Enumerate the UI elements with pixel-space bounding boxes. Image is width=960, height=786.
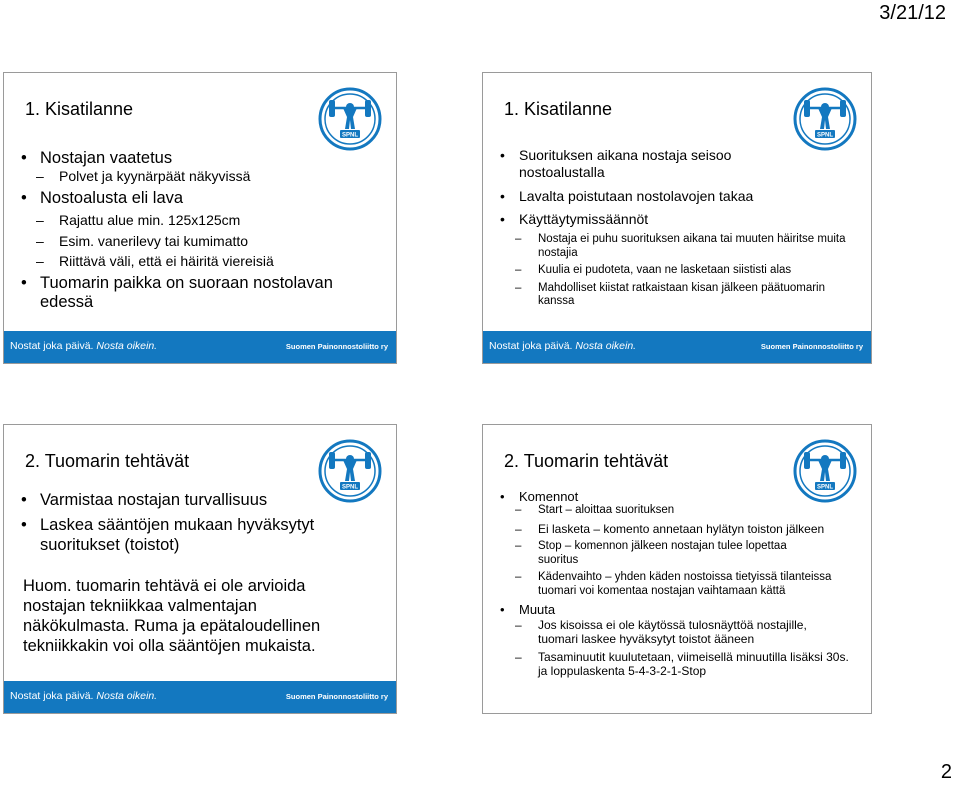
sub-bullet: – Mahdolliset kiistat ratkaistaan kisan jälkeen päätuomarin kanssa <box>515 281 826 308</box>
page-date: 3/21/12 <box>879 2 946 24</box>
bullet: • Käyttäytymissäännöt <box>500 210 649 227</box>
bullet: • Varmistaa nostajan turvallisuus <box>21 491 268 509</box>
slide-footer <box>483 331 871 363</box>
bullet: • Lavalta poistutaan nostolavojen takaa <box>500 188 754 205</box>
slide-3 <box>3 424 397 714</box>
slide-footer <box>4 331 396 363</box>
command-kadenvaihto: – Kädenvaihto – yhden käden nostoissa tietyissä tilanteissa tuomari voi komentaa nostajan vaihtamaan kättä <box>515 571 832 597</box>
sub-bullet: – Kuulia ei pudoteta, vaan ne lasketaan siististi alas <box>515 264 792 277</box>
command-stop: – Stop – komennon jälkeen nostajan tulee lopettaa suoritus <box>515 540 787 566</box>
sub-bullet: – Jos kisoissa ei ole käytössä tulosnäyttöä nostajille, tuomari laskee hyväksytyt toistot ääneen <box>515 617 807 646</box>
weightlifter-logo-icon <box>793 87 857 151</box>
command-start: – Start – aloittaa suorituksen <box>515 504 675 517</box>
sub-bullet: – Esim. vanerilevy tai kumimatto <box>36 232 249 249</box>
sub-bullet: – Polvet ja kyynärpäät näkyvissä <box>36 168 251 185</box>
note-paragraph: Huom. tuomarin tehtävä ei ole arvioida nostajan tekniikkaa valmentajan näkökulmasta. Ruma ja epätaloudellinen tekniikkakin voi olla sääntöjen mukaista. <box>23 577 321 655</box>
sub-bullet: – Riittävä väli, että ei häiritä viereisiä <box>36 253 274 270</box>
footer-slogan: Nostat joka päivä. Nosta oikein. <box>10 340 158 352</box>
slide-4 <box>482 424 872 714</box>
footer-slogan: Nostat joka päivä. Nosta oikein. <box>489 340 637 352</box>
bullet: • Nostajan vaatetus <box>21 149 173 167</box>
bullet: • Tuomarin paikka on suoraan nostolavan edessä <box>21 274 333 312</box>
slide-title: 1. Kisatilanne <box>504 99 613 119</box>
slide-title: 2. Tuomarin tehtävät <box>504 451 669 471</box>
logo-text: SPNL <box>816 484 834 491</box>
bullet: • Muuta <box>500 602 556 618</box>
bullet: • Komennot <box>500 489 579 504</box>
slide-title: 2. Tuomarin tehtävät <box>25 451 190 471</box>
slide-title: 1. Kisatilanne <box>25 99 134 119</box>
sub-bullet: – Tasaminuutit kuulutetaan, viimeisellä minuutilla lisäksi 30s. ja loppulaskenta 5-4-3-2-1-Stop <box>515 649 849 679</box>
command-ei-lasketa: – Ei lasketa – komento annetaan hylätyn toiston jälkeen <box>515 521 825 536</box>
logo-text: SPNL <box>341 484 359 491</box>
slide-2 <box>482 72 872 364</box>
logo-text: SPNL <box>816 132 834 139</box>
bullet: • Laskea sääntöjen mukaan hyväksytyt suoritukset (toistot) <box>21 516 315 554</box>
sub-bullet: – Rajattu alue min. 125x125cm <box>36 212 241 229</box>
bullet: • Nostoalusta eli lava <box>21 188 184 207</box>
sub-bullet: – Nostaja ei puhu suorituksen aikana tai muuten häiritse muita nostajia <box>515 233 846 259</box>
slide-1 <box>3 72 397 364</box>
bullet: • Suorituksen aikana nostaja seisoo nostoalustalla <box>500 147 732 180</box>
footer-org: Suomen Painonnostoliitto ry <box>285 342 388 351</box>
footer-org: Suomen Painonnostoliitto ry <box>285 692 388 701</box>
page-number: 2 <box>940 761 952 783</box>
logo-text: SPNL <box>341 132 359 139</box>
footer-org: Suomen Painonnostoliitto ry <box>760 342 863 351</box>
footer-slogan: Nostat joka päivä. Nosta oikein. <box>10 690 158 702</box>
weightlifter-logo-icon <box>318 87 382 151</box>
slide-footer <box>4 681 396 713</box>
